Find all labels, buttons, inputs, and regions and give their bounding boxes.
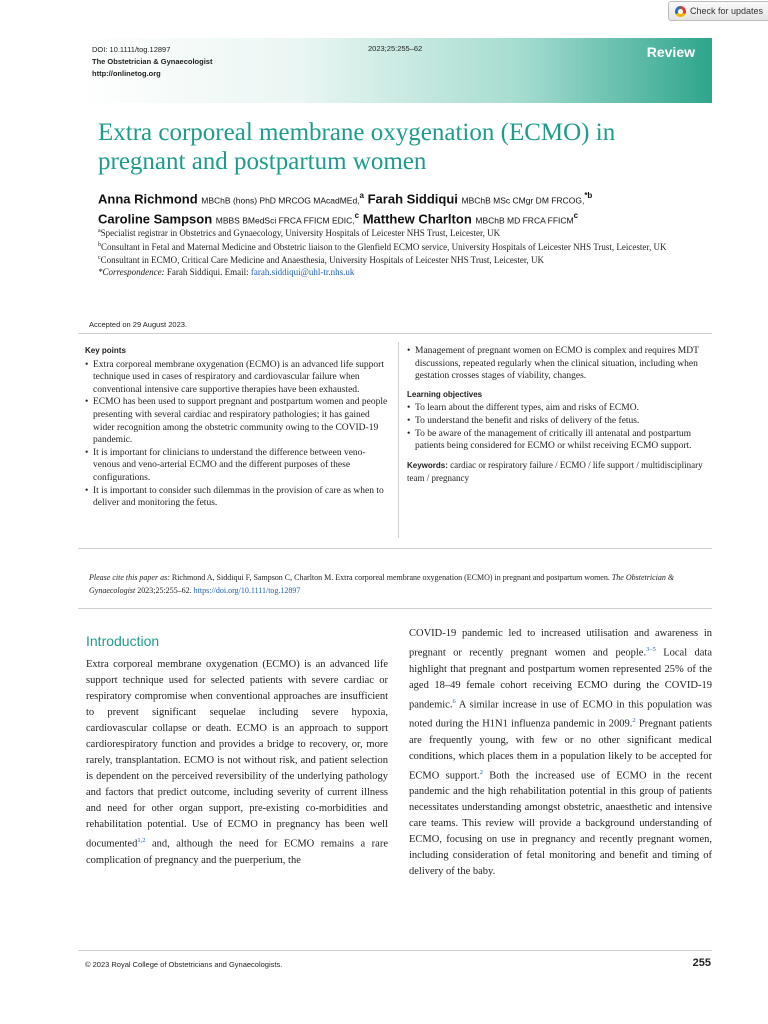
key-points-box	[85, 345, 390, 510]
divider	[78, 333, 712, 334]
affiliation-item: $^b$Consultant in Fetal and Maternal Medicine and Obstetric liaison to the Glenfield ECMO service, University Hospitals of Leicester NHS Trust, Leicester, UK	[98, 241, 667, 252]
crossmark-icon	[675, 6, 686, 17]
divider	[78, 548, 712, 549]
author-name: Caroline Sampson	[98, 211, 213, 227]
check-for-updates-label: Check for updates	[690, 6, 764, 16]
citation: Please cite this paper as: Richmond A, Siddiqui F, Sampson C, Charlton M. Extra corporeal membrane oxygenation (ECMO) in pregnant and postpartum women. The Obstetrician & Gynaecologist 2023;25:255–62. https://doi.org/10.1111/tog.12897	[89, 573, 675, 595]
key-points-list	[85, 359, 390, 510]
list-item: • It is important to consider such dilemmas in the provision of care as when to deliver and monitoring the fetus.	[85, 485, 390, 510]
author-credentials: MBChB (hons) PhD MRCOG MAcadMEd,	[201, 195, 360, 206]
affiliations	[98, 226, 718, 278]
list-item: • To be aware of the management of critically ill antenatal and postpartum patients being considered for ECMO or whilst receiving ECMO support.	[407, 428, 707, 453]
citation-journal: The Obstetrician & Gynaecologist	[89, 573, 675, 595]
column-divider	[398, 342, 399, 538]
author-name: Matthew Charlton	[362, 211, 472, 227]
author-credentials: MBChB MD FRCA FFICM	[475, 215, 574, 226]
check-for-updates-button[interactable]	[668, 1, 768, 21]
keywords-text: cardiac or respiratory failure / ECMO / life support / multidisciplinary team / pregnancy	[407, 459, 703, 484]
reference-link[interactable]: 3–5	[646, 646, 656, 653]
article-title: Extra corporeal membrane oxygenation (ECMO) in pregnant and postpartum women	[98, 119, 616, 175]
reference-link[interactable]: 1,2	[137, 837, 146, 844]
list-item: • To understand the benefit and risks of delivery of the fetus.	[407, 415, 707, 428]
divider	[78, 608, 712, 609]
article-meta	[92, 44, 212, 80]
copyright: © 2023 Royal College of Obstetricians and Gynaecologists.	[85, 960, 283, 969]
citation-doi-link[interactable]: https://doi.org/10.1111/tog.12897	[193, 586, 301, 595]
body-column-left: Extra corporeal membrane oxygenation (ECMO) is an advanced life support technique used for selected patients with severe cardiac or respiratory compromise when conventional approaches are insufficient to prevent significant sequelae including severe hypoxia, cardiovascular collapse or death. ECMO is an approach to support cardiorespiratory function and provides a bridge to recovery, or, more rarely, transplantation. ECMO is not without risk, and patient selection is dependent on the perceived reversibility of the underlying pathology and factors that predict outcome, including severity of current illness and need for other organ support, pre-existing co-morbidities and rehabilitation potential. Use of ECMO in pregnancy has been well documented$^{1,2}$ and, although the need for ECMO remains a rare complication of pregnancy and the puerperium, the	[86, 659, 388, 866]
author-name: Farah Siddiqui	[367, 191, 458, 207]
list-item: • ECMO has been used to support pregnant and postpartum women and people presenting with several cardiac and respiratory pathologies; it has gained wider recognition among the obstetric community owing to the COVID-19 pandemic.	[85, 396, 390, 446]
correspondence-label: *Correspondence:	[98, 266, 165, 277]
article-type: Review	[646, 44, 695, 60]
section-heading-introduction: Introduction	[86, 633, 160, 649]
reference-link[interactable]: 6	[452, 697, 456, 705]
list-item: • Management of pregnant women on ECMO is complex and requires MDT discussions, repeated regularly when the clinical situation, including when gestation crosses stages of viability, changes.	[407, 345, 707, 383]
author-credentials: MBChB MSc CMgr DM FRCOG,	[461, 195, 585, 206]
correspondence-email-link[interactable]: farah.siddiqui@uhl-tr.nhs.uk	[250, 266, 355, 277]
author-affiliation-mark: a	[359, 191, 364, 200]
page-number: 255	[692, 957, 711, 969]
doi: DOI: 10.1111/tog.12897	[92, 45, 171, 54]
learning-objectives-list	[407, 402, 707, 452]
key-points-heading: Key points	[85, 346, 126, 355]
author-list	[98, 188, 718, 229]
reference-link[interactable]: 2	[632, 717, 636, 724]
journal-url[interactable]: http://onlinetog.org	[92, 69, 161, 78]
volume-info: 2023;25:255–62	[368, 44, 423, 53]
keywords	[407, 459, 707, 485]
key-points-continued	[407, 345, 707, 485]
citation-label: Please cite this paper as:	[89, 573, 170, 582]
reference-link[interactable]: 2	[479, 768, 483, 776]
author-credentials: MBBS BMedSci FRCA FFICM EDIC,	[215, 215, 355, 226]
body-column-right: COVID-19 pandemic led to increased utilisation and awareness in pregnant or recently pregnant women and people.$^{3-5}$ Local data highlight that pregnant and postpartum women represented 25% of the aged 18–49 female cohort receiving ECMO during the COVID-19 pandemic.$^6$ A similar increase in use of ECMO in this population was noted during the H1N1 influenza pandemic in 2009.$^2$ Pregnant patients are frequently young, with few or no other significant medical conditions, which places them in a population likely to be accepted for ECMO support.$^2$ Both the increased use of ECMO in the recent pandemic and the high rehabilitation potential in this group of patients necessitates understanding amongst obstetric, anaesthetic and intensive care teams. This review will provide a background understanding of ECMO, focusing on use in pregnancy and recently pregnant women, including consideration of fetal monitoring and benefit and timing of delivery of the baby.	[409, 628, 713, 877]
author-affiliation-mark: c	[573, 211, 579, 221]
list-item: • Extra corporeal membrane oxygenation (ECMO) is an advanced life support technique used in cases of respiratory and cardiovascular failure when conventional intensive care supportive therapies have been exhausted.	[85, 359, 390, 397]
keywords-label: Keywords:	[407, 460, 448, 470]
list-item: • To learn about the different types, aim and risks of ECMO.	[407, 402, 707, 415]
author-affiliation-mark: c	[354, 211, 360, 221]
affiliation-item: $^c$Consultant in ECMO, Critical Care Medicine and Anaesthesia, University Hospitals of Leicester NHS Trust, Leicester, UK	[98, 255, 544, 265]
journal-name: The Obstetrician & Gynaecologist	[92, 57, 213, 66]
footer-divider	[78, 950, 712, 951]
affiliation-item: $^a$Specialist registrar in Obstetrics and Gynaecology, University Hospitals of Leicester NHS Trust, Leicester, UK	[98, 228, 501, 238]
author-affiliation-mark: *b	[584, 191, 593, 200]
correspondence: *Correspondence: Farah Siddiqui. Email: farah.siddiqui@uhl-tr.nhs.uk	[98, 266, 355, 277]
accepted-date: Accepted on 29 August 2023.	[89, 320, 187, 329]
author-name: Anna Richmond	[98, 191, 198, 207]
learning-objectives-heading: Learning objectives	[407, 389, 483, 399]
list-item: • It is important for clinicians to understand the difference between veno-venous and veno-arterial ECMO and the different purposes of these configurations.	[85, 447, 390, 485]
